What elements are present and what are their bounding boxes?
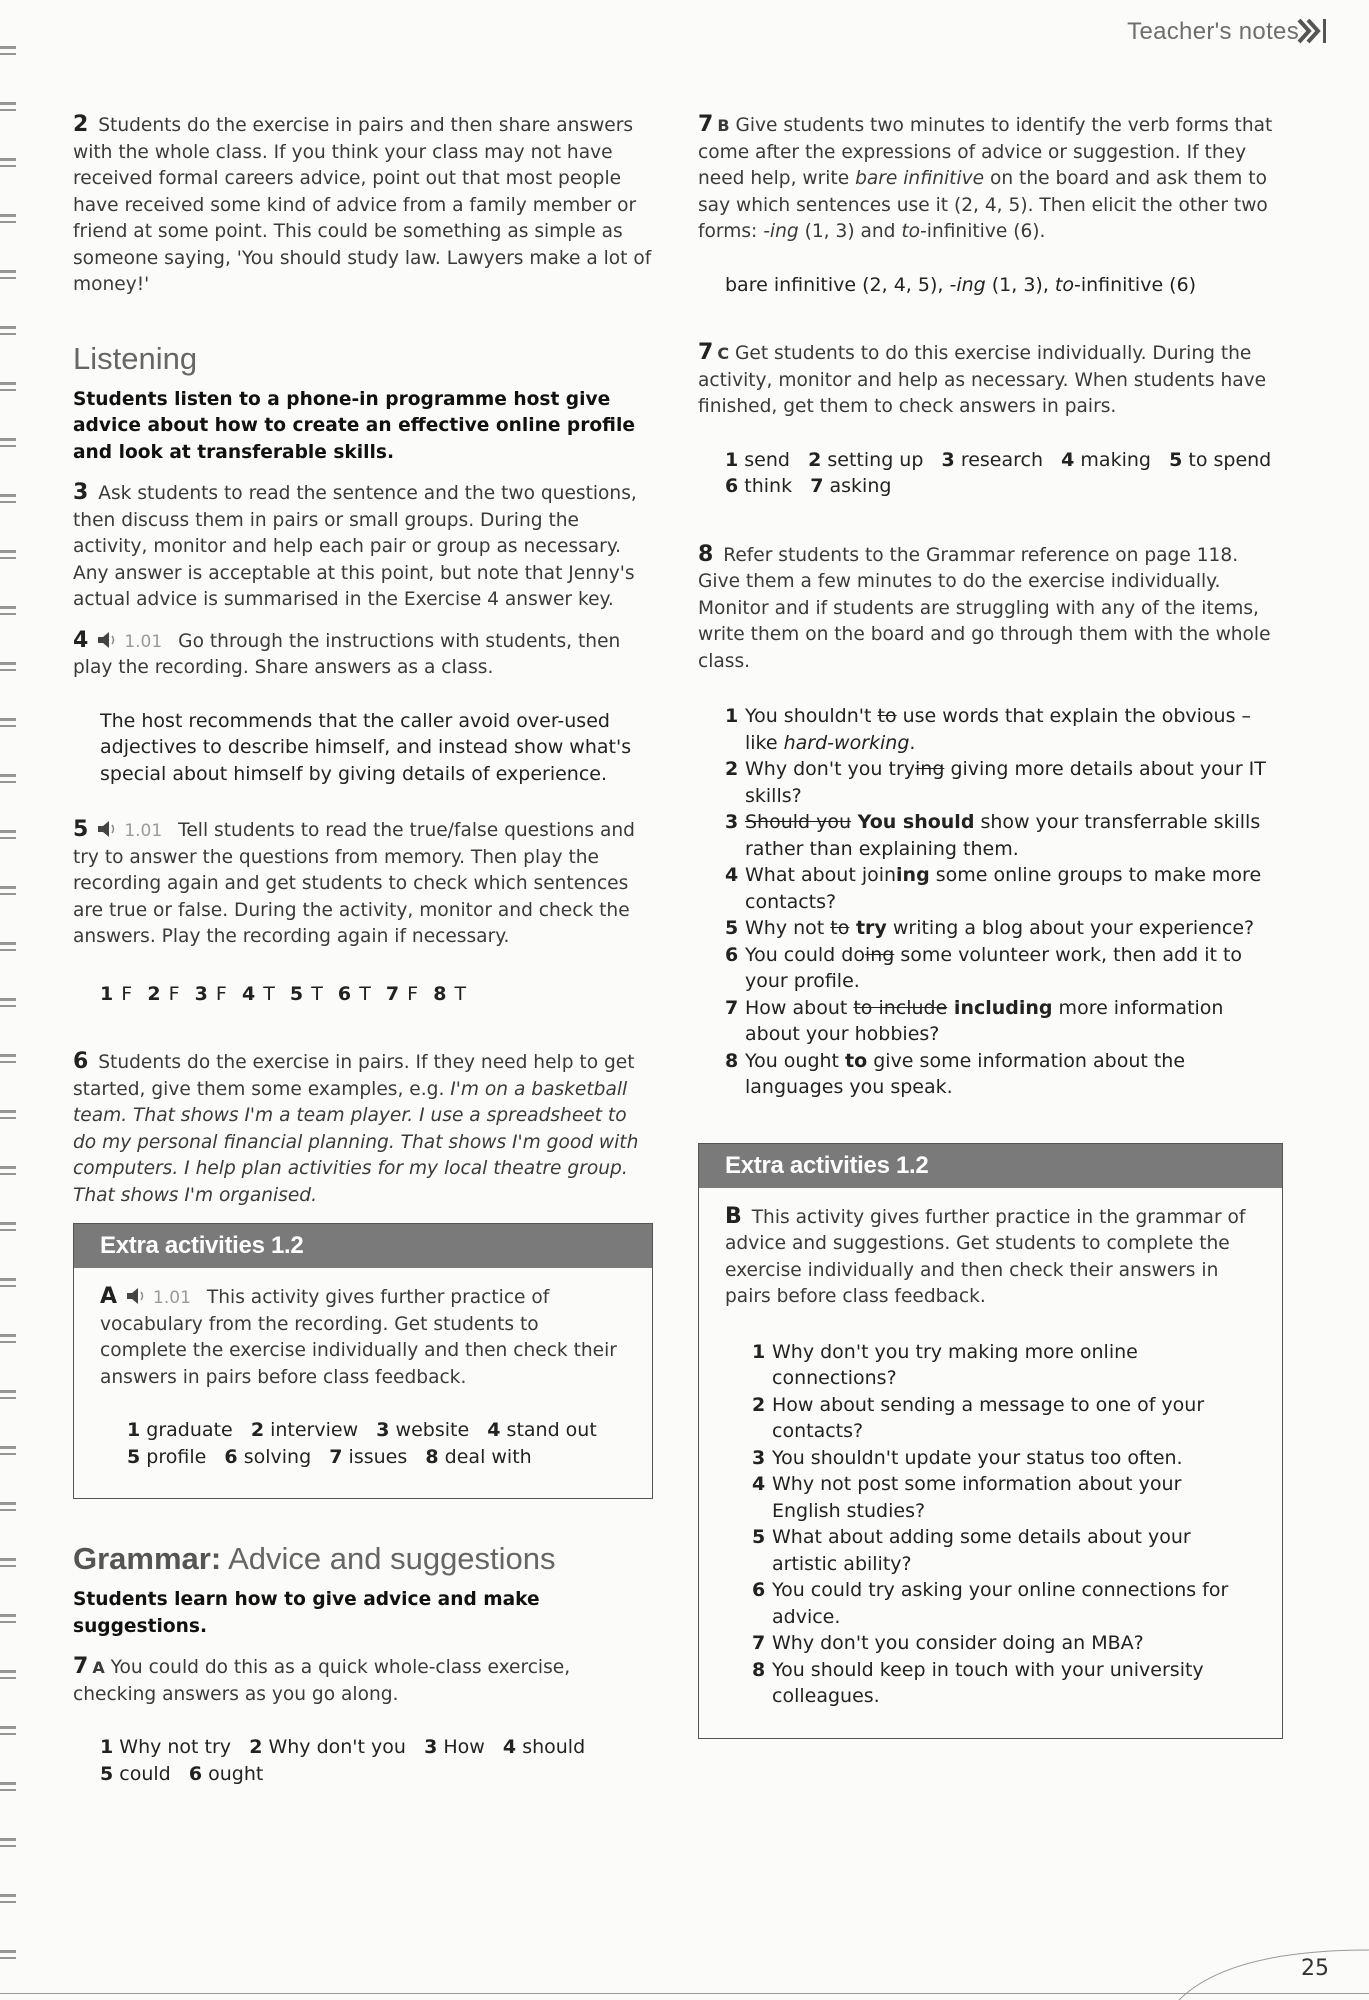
extra-activity-a-answers: 1 graduate 2 interview 3 website 4 stand out 5 profile 6 solving 7 issues 8 deal with (127, 1419, 597, 1468)
exercise-number: 2 (73, 112, 89, 137)
exercise-text: Ask students to read the sentence and the two questions, then discuss them in pairs or small groups. During the activity, monitor and help each pair or group as necessary. Any answer is acceptable at this point, but note that Jenny's actual advice is summarised in the Exercise 4 answer key. (73, 483, 637, 610)
exercise-number: 3 (73, 480, 89, 505)
exercise-7a: 7 A You could do this as a quick whole-class exercise, checking answers as you go along. (73, 1654, 571, 1705)
exercise-6: 6 Students do the exercise in pairs. If they need help to get started, give them some examples, e.g. I'm on a basketball team. That shows I'm a team player. I use a spreadsheet to do my personal financial planning. That shows I'm good with computers. I help plan activities for my local theatre group. That shows I'm organised. (73, 1049, 639, 1206)
page-number: 25 (1301, 1956, 1329, 1981)
exercise-7c: 7 C Get students to do this exercise individually. During the activity, monitor and help as necessary. When students have finished, get them to check answers in pairs. (698, 340, 1267, 417)
exercise-number: 5 (73, 817, 89, 842)
exercise-5-answers: 1 F 2 F 3 F 4 T 5 T 6 T 7 F 8 T (100, 982, 468, 1005)
audio-speaker-icon (96, 631, 120, 649)
list-item: 4 What about joining some online groups to make more contacts? (725, 864, 1262, 913)
list-item: 1 You shouldn't to use words that explain the obvious – like hard-working. (725, 705, 1252, 754)
exercise-8: 8 Refer students to the Grammar reference on page 118. Give them a few minutes to do the exercise individually. Monitor and if students are struggling with any of the items, write them on the board and go through them with the whole class. (698, 541, 1271, 672)
listening-heading: Listening (73, 340, 198, 376)
audio-track-number: 1.01 (124, 821, 163, 841)
exercise-text: Tell students to read the true/false questions and try to answer the questions from memory. Then play the recording again and get students to check which sentences are true or false. During the activity, monitor and check the answers. Play the recording again if necessary. (73, 820, 635, 947)
extra-activities-title: Extra activities 1.2 (74, 1224, 652, 1268)
list-item: 7 Why don't you consider doing an MBA? (752, 1632, 1144, 1654)
exercise-4 (73, 628, 653, 682)
exercise-text: Students do the exercise in pairs and then share answers with the whole class. If you think your class may not have received formal careers advice, point out that most people have received some kind of advice from a family member or friend at some point. This could be something as simple as someone saying, 'You should study law. Lawyers make a lot of money!' (73, 115, 652, 295)
exercise-5 (73, 817, 653, 951)
footer-rule (0, 1993, 1369, 1994)
list-item: 4 Why not post some information about your English studies? (752, 1473, 1182, 1522)
exercise-3 (73, 480, 653, 614)
double-chevron-bar-icon (1295, 14, 1329, 48)
listening-intro: Students listen to a phone-in programme host give advice about how to create an effective online profile and look at transferable skills. (73, 388, 635, 463)
list-item: 3 You shouldn't update your status too often. (752, 1446, 1183, 1469)
exercise-8-answers (725, 703, 1283, 1101)
extra-activities-title: Extra activities 1.2 (699, 1144, 1282, 1188)
exercise-number: 6 (73, 1049, 89, 1074)
extra-activity-b: B This activity gives further practice in the grammar of advice and suggestions. Get students to complete the exercise individually and then check their answers in pairs before class feedback. (725, 1203, 1246, 1307)
exercise-4-answer: The host recommends that the caller avoid over-used adjectives to describe himself, and instead show what's special about himself by giving details of experience. (100, 709, 632, 785)
exercise-7b: 7 B Give students two minutes to identify the verb forms that come after the expressions of advice or suggestion. If they need help, write bare infinitive on the board and ask them to say which sentences use it (2, 4, 5). Then elicit the other two forms: -ing (1, 3) and to-infinitive (6). (698, 112, 1273, 242)
header-title: Teacher's notes (1127, 18, 1299, 45)
exercise-text: Go through the instructions with students, then play the recording. Share answers as a class. (73, 630, 621, 678)
exercise-7a-answers: 1 Why not try 2 Why don't you 3 How 4 should 5 could 6 ought (100, 1736, 586, 1785)
exercise-2 (73, 112, 653, 299)
extra-activity-a: A 1.01 This activity gives further practice of vocabulary from the recording. Get students to complete the exercise individually and then check their answers in pairs before class feedback. (100, 1284, 617, 1388)
spiral-binding (0, 0, 16, 2000)
audio-speaker-icon (125, 1287, 149, 1305)
grammar-intro: Students learn how to give advice and make suggestions. (73, 1589, 540, 1637)
list-item: 7 How about to include including more information about your hobbies? (725, 996, 1224, 1045)
extra-activities-box-b (698, 1143, 1283, 1739)
exercise-number: 4 (73, 627, 89, 653)
exercise-7c-answers: 1 send 2 setting up 3 research 4 making 5 to spend 6 think 7 asking (725, 448, 1272, 497)
list-item: 5 Why not to try writing a blog about your experience? (725, 917, 1255, 939)
list-item: 5 What about adding some details about your artistic ability? (752, 1526, 1191, 1575)
list-item: 6 You could try asking your online connections for advice. (752, 1579, 1229, 1628)
right-column (698, 112, 1283, 1739)
list-item: 8 You ought to give some information about the languages you speak. (725, 1049, 1186, 1098)
list-item: 6 You could doing some volunteer work, then add it to your profile. (725, 943, 1243, 992)
list-item: 2 How about sending a message to one of your contacts? (752, 1393, 1205, 1442)
exercise-7b-answer: bare infinitive (2, 4, 5), -ing (1, 3), to-infinitive (6) (725, 273, 1197, 296)
audio-speaker-icon (96, 820, 120, 838)
extra-activities-box-a (73, 1223, 653, 1499)
page-corner-decoration (1169, 1940, 1369, 2000)
list-item: 8 You should keep in touch with your university colleagues. (752, 1658, 1204, 1707)
list-item: 1 Why don't you try making more online connections? (752, 1340, 1138, 1389)
grammar-heading: Grammar: Advice and suggestions (73, 1541, 556, 1576)
audio-track-number: 1.01 (124, 631, 163, 652)
list-item: 2 Why don't you trying giving more details about your IT skills? (725, 758, 1266, 807)
list-item: 3 Should you You should show your transferrable skills rather than explaining them. (725, 811, 1261, 860)
extra-activity-b-answers (752, 1339, 1256, 1710)
left-column (73, 112, 653, 1787)
